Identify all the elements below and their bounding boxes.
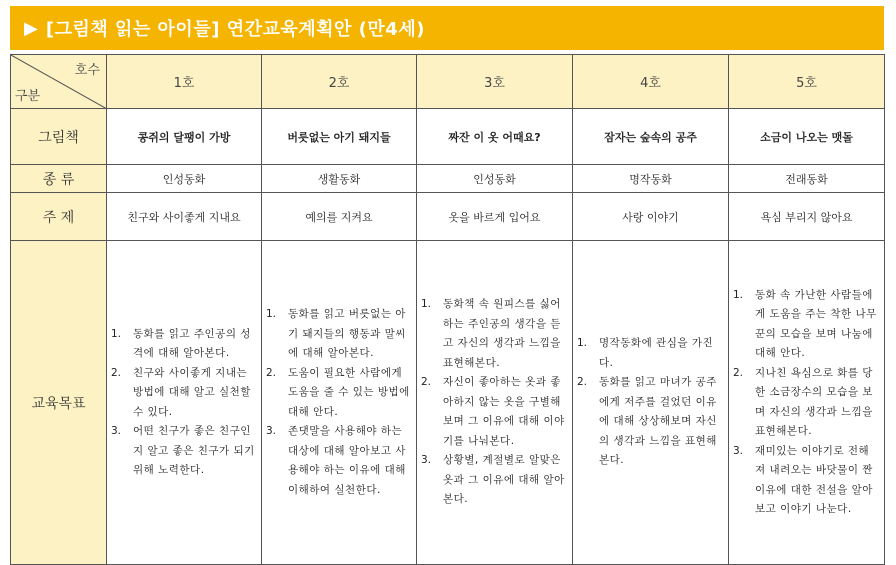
goal-list <box>729 286 884 520</box>
title-banner <box>10 6 884 50</box>
page-title: [그림책 읽는 아이들] 연간교육계획안 (만4세) <box>45 19 425 40</box>
goal-number: 1. <box>266 308 277 320</box>
goal-text: 동화를 읽고 주인공의 성격에 대해 알아본다. <box>133 327 251 359</box>
goal-list <box>417 295 572 510</box>
book-theme: 욕심 부리지 않아요 <box>729 193 885 241</box>
corner-bottom-label: 구분 <box>15 89 41 104</box>
goal-item <box>262 364 410 423</box>
goal-cell <box>417 241 573 565</box>
row-label-book: 그림책 <box>11 109 107 165</box>
goal-number: 1. <box>733 288 744 301</box>
book-type: 전래동화 <box>729 165 885 193</box>
goal-item <box>262 305 410 364</box>
goal-text: 존댓말을 사용해야 하는 대상에 대해 알아보고 사용해야 하는 이유에 대해 이해하여 실천한다. <box>288 425 406 496</box>
goal-text: 동화를 읽고 버릇없는 아기 돼지들의 행동과 말씨에 대해 알아본다. <box>288 308 406 359</box>
book-row <box>11 109 885 165</box>
goal-text: 도움이 필요한 사람에게 도움을 줄 수 있는 방법에 대해 안다. <box>288 366 410 418</box>
goal-number: 2. <box>266 366 277 379</box>
column-header: 3호 <box>417 55 573 109</box>
header-row <box>11 55 885 109</box>
goal-item <box>729 442 878 520</box>
type-row <box>11 165 885 193</box>
goal-text: 동화를 읽고 마녀가 공주에게 저주를 걸었던 이유에 대해 상상해보며 자신의 생각과 느낌을 표현해본다. <box>599 376 717 467</box>
goal-cell <box>573 241 729 565</box>
column-header: 2호 <box>262 55 417 109</box>
goal-list <box>262 305 416 500</box>
goal-item <box>573 373 722 471</box>
play-arrow-icon: ▶ <box>24 17 38 39</box>
book-title: 콩쥐의 달팽이 가방 <box>107 109 262 165</box>
book-theme: 사랑 이야기 <box>573 193 729 241</box>
goal-number: 1. <box>111 327 122 340</box>
goal-number: 3. <box>266 425 277 437</box>
goal-number: 2. <box>111 366 122 379</box>
corner-top-label: 호수 <box>74 63 100 78</box>
goal-item <box>262 422 410 500</box>
goal-item <box>107 325 255 364</box>
book-type: 명작동화 <box>573 165 729 193</box>
row-label-type: 종 류 <box>11 165 107 193</box>
goal-item <box>729 364 878 442</box>
row-label-goal: 교육목표 <box>11 241 107 565</box>
goal-number: 3. <box>421 454 432 467</box>
goal-item <box>107 422 255 481</box>
goal-number: 3. <box>733 444 744 457</box>
goal-cell <box>729 241 885 565</box>
goal-text: 동화책 속 원피스를 싫어하는 주인공의 생각을 듣고 자신의 생각과 느낌을 표현해본다. <box>443 298 561 369</box>
goal-number: 1. <box>577 337 588 350</box>
book-title: 잠자는 숲속의 공주 <box>573 109 729 165</box>
goal-number: 2. <box>577 376 588 389</box>
book-title: 버릇없는 아기 돼지들 <box>262 109 417 165</box>
book-type: 인성동화 <box>417 165 573 193</box>
goal-list <box>107 325 261 481</box>
theme-row <box>11 193 885 241</box>
corner-cell <box>11 55 107 109</box>
goal-number: 2. <box>421 376 432 389</box>
goal-row <box>11 241 885 565</box>
goal-item <box>417 295 566 373</box>
goal-item <box>417 373 566 451</box>
goal-item <box>729 286 878 364</box>
goal-text: 자신이 좋아하는 옷과 좋아하지 않는 옷을 구별해보며 그 이유에 대해 이야기를 나눠본다. <box>443 376 565 447</box>
book-title: 짜잔 이 옷 어때요? <box>417 109 573 165</box>
book-title: 소금이 나오는 맷돌 <box>729 109 885 165</box>
book-type: 인성동화 <box>107 165 262 193</box>
column-header: 4호 <box>573 55 729 109</box>
goal-list <box>573 334 728 471</box>
column-header: 5호 <box>729 55 885 109</box>
goal-text: 어떤 친구가 좋은 친구인지 알고 좋은 친구가 되기 위해 노력한다. <box>133 425 255 476</box>
goal-text: 친구와 사이좋게 지내는 방법에 대해 알고 실천할 수 있다. <box>133 366 251 418</box>
book-theme: 옷을 바르게 입어요 <box>417 193 573 241</box>
column-header: 1호 <box>107 55 262 109</box>
goal-text: 상황별, 계절별로 알맞은 옷과 그 이유에 대해 알아본다. <box>443 454 565 506</box>
book-theme: 친구와 사이좋게 지내요 <box>107 193 262 241</box>
goal-number: 1. <box>421 298 432 311</box>
goal-item <box>107 364 255 423</box>
goal-item <box>573 334 722 373</box>
goal-number: 3. <box>111 425 122 437</box>
goal-text: 재미있는 이야기로 전해져 내려오는 바닷물이 짠 이유에 대한 전설을 알아보고 이야기 나눈다. <box>755 444 873 515</box>
book-theme: 예의를 지켜요 <box>262 193 417 241</box>
row-label-theme: 주 제 <box>11 193 107 241</box>
goal-cell <box>262 241 417 565</box>
book-type: 생활동화 <box>262 165 417 193</box>
curriculum-table <box>10 54 885 565</box>
goal-cell <box>107 241 262 565</box>
goal-text: 동화 속 가난한 사람들에게 도움을 주는 착한 나무꾼의 모습을 보며 나눔에 대해 안다. <box>755 288 877 359</box>
goal-text: 명작동화에 관심을 가진다. <box>599 337 714 369</box>
goal-text: 지나친 욕심으로 화를 당한 소금장수의 모습을 보며 자신의 생각과 느낌을 표현해본다. <box>755 366 873 437</box>
goal-item <box>417 451 566 510</box>
goal-number: 2. <box>733 366 744 379</box>
